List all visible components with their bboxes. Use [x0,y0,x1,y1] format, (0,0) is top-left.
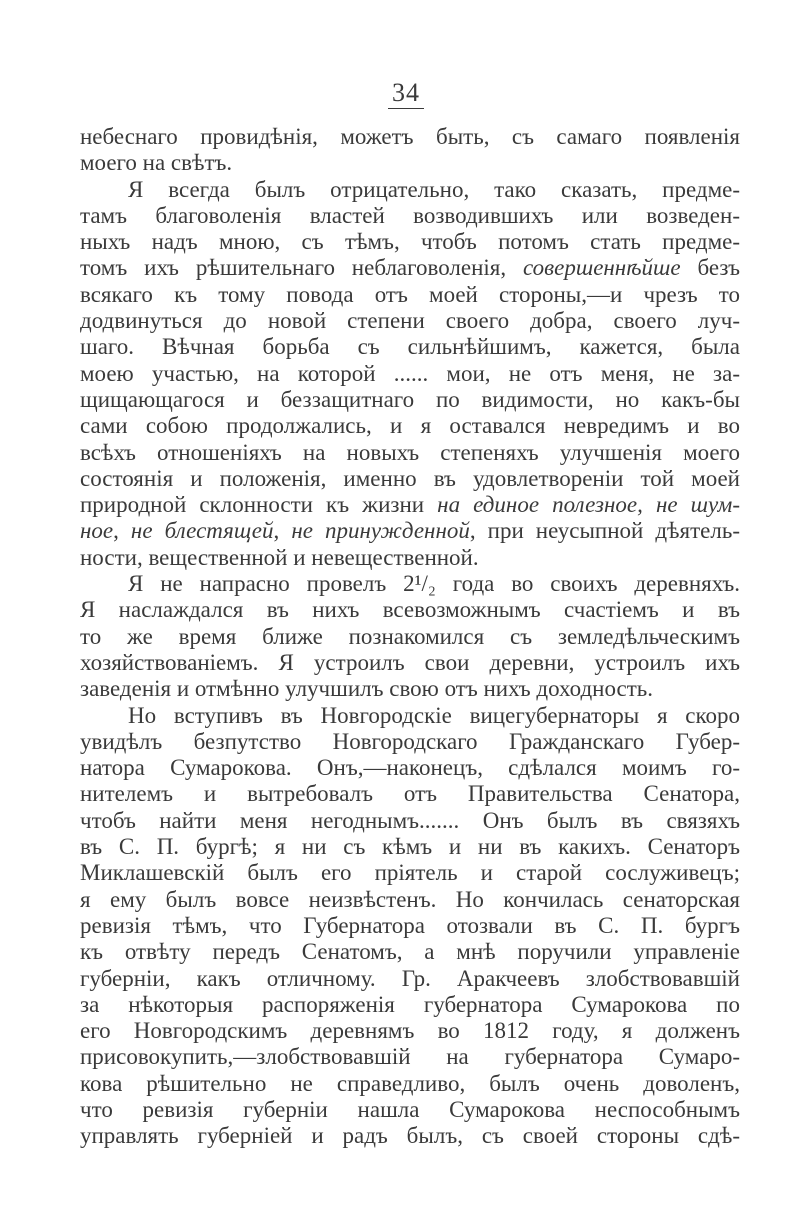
text-line: моего на свѣтъ. [80,150,233,176]
text-line: хозяйствованіемъ. Я устроилъ свои деревни, устроилъ ихъ [80,649,740,675]
text-line: въ С. П. бургѣ; я ни съ кѣмъ и ни въ какихъ. Сенаторъ [80,834,740,860]
text-line: ности, вещественной и невещественной. [80,544,479,570]
text-line: чтобъ найти меня негоднымъ....... Онъ былъ въ связяхъ [80,807,740,833]
text-line: состоянія и положенія, именно въ удовлетвореніи той моей [80,465,740,491]
text-line: моею участью, на которой ...... мои, не отъ меня, не за- [80,360,740,386]
text-line: я ему былъ вовсе неизвѣстенъ. Но кончилась сенаторская [80,886,740,912]
text-line: Я наслаждался въ нихъ всевозможнымъ счастіемъ и въ [80,597,740,623]
text-line: заведенія и отмѣнно улучшилъ свою отъ нихъ доходность. [80,676,654,702]
text-line: сами собою продолжались, и я оставался невредимъ и во [80,413,740,439]
text-line: природной склонности къ жизни на единое полезное, не шум- [80,492,740,518]
paragraph [80,177,740,571]
text-line: ревизія тѣмъ, что Губернатора отозвали въ С. П. бургъ [80,912,740,938]
text-line: небеснаго провидѣнія, можетъ быть, съ самаго появленія [80,124,740,149]
text-line: шаго. Вѣчная борьба съ сильнѣйшимъ, кажется, была [80,334,740,360]
text-line: нителемъ и вытребовалъ отъ Правительства Сенатора, [80,781,740,807]
text-line: увидѣлъ безпутство Новгородскаго Гражданскаго Губер- [80,728,740,754]
text-line: Я всегда былъ отрицательно, тако сказать, предме- [128,176,740,202]
text-line: додвинуться до новой степени своего добра, своего луч- [80,308,740,334]
text-line: натора Сумарокова. Онъ,—наконецъ, сдѣлался моимъ го- [80,755,740,781]
text-line: Я не напрасно провелъ 2¹/₂ года во своихъ деревняхъ. [128,571,740,597]
text-line: его Новгородскимъ деревнямъ во 1812 году, я долженъ [80,1018,740,1044]
text-line: щищающагося и беззащитнаго по видимости, но какъ-бы [80,386,740,412]
text-line: за нѣкоторыя распоряженія губернатора Сумарокова по [80,991,740,1017]
text-line: управлять губерніей и радъ былъ, съ своей стороны сдѣ- [80,1123,740,1149]
text-line: ное, не блестящей, не принужденной, при неусыпной дѣятель- [80,518,740,544]
text-line: то же время ближе познакомился съ земледѣльческимъ [80,623,740,649]
text-line: тамъ благоволенія властей возводившихъ или возведен- [80,202,740,228]
text-line: къ отвѣту передъ Сенатомъ, а мнѣ поручили управленіе [80,939,740,965]
text-line: томъ ихъ рѣшительнаго неблаговоленія, совершеннѣйше безъ [80,255,740,281]
paragraph [80,571,740,702]
text-line: Но вступивъ въ Новгородскіе вицегубернаторы я скоро [128,702,740,728]
text-line: Миклашевскій былъ его пріятель и старой сослуживецъ; [80,860,740,886]
paragraph [80,124,740,177]
paragraph [80,703,740,1150]
text-line: кова рѣшительно не справедливо, былъ очень доволенъ, [80,1070,740,1096]
text-line: всякаго къ тому повода отъ моей стороны,—и чрезъ то [80,281,740,307]
text-line: всѣхъ отношеніяхъ на новыхъ степеняхъ улучшенія моего [80,439,740,465]
body-text [80,124,740,1150]
page-number-text: 34 [388,78,424,109]
text-line: присовокупить,—злобствовавшій на губернатора Сумаро- [80,1044,740,1070]
text-line: ныхъ надъ мною, съ тѣмъ, чтобъ потомъ стать предме- [80,229,740,255]
text-line: губерніи, какъ отличному. Гр. Аракчеевъ злобствовавшій [80,965,740,991]
page-number [0,78,808,109]
text-line: что ревизія губерніи нашла Сумарокова неспособнымъ [80,1096,740,1122]
